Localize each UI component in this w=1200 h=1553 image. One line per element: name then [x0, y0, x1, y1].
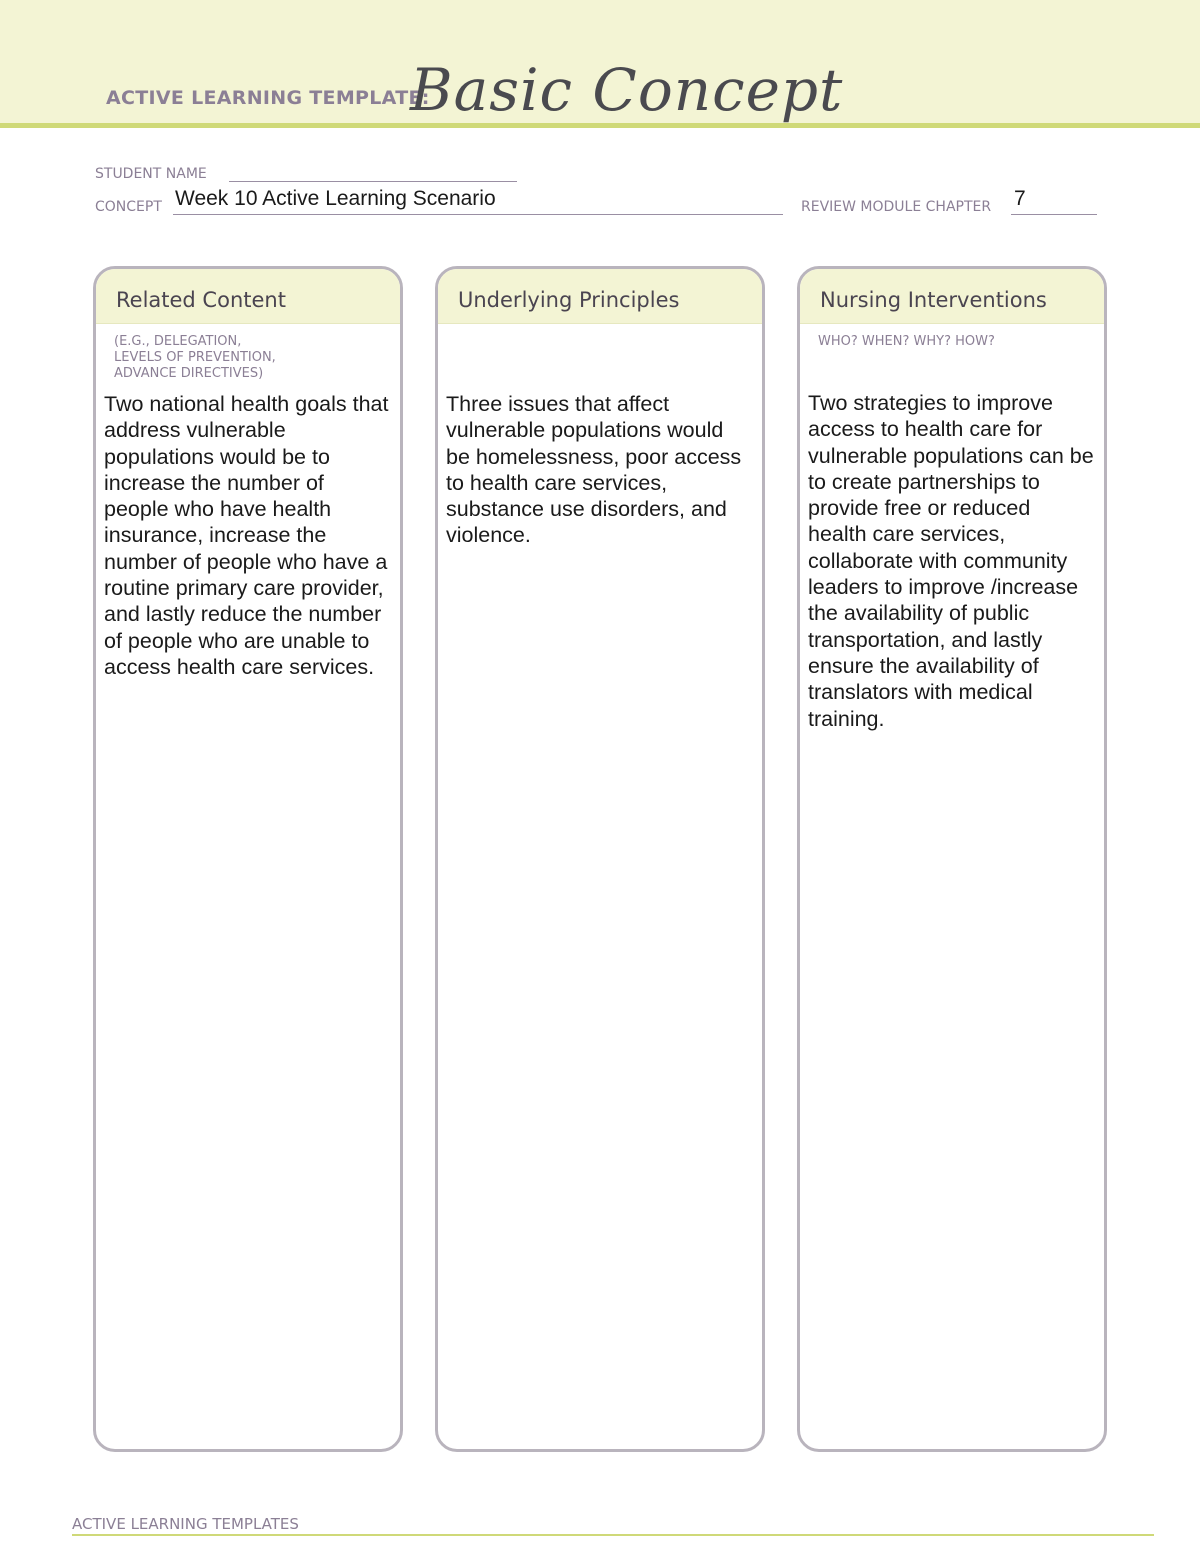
related-content-hint: (E.G., DELEGATION, LEVELS OF PREVENTION, ADVANCE DIRECTIVES)	[114, 334, 276, 381]
chapter-field[interactable]: 7	[1014, 187, 1026, 210]
footer-divider	[72, 1534, 1154, 1536]
nursing-interventions-header	[800, 269, 1104, 324]
nursing-interventions-card	[797, 266, 1107, 1452]
template-title: Basic Concept	[410, 56, 844, 124]
related-content-card	[93, 266, 403, 1452]
related-content-title: Related Content	[116, 288, 286, 312]
underlying-principles-header	[438, 269, 762, 324]
nursing-interventions-hint: WHO? WHEN? WHY? HOW?	[818, 334, 995, 349]
student-name-label: STUDENT NAME	[95, 166, 207, 182]
concept-label: CONCEPT	[95, 199, 162, 215]
student-name-line	[229, 181, 517, 182]
template-label: ACTIVE LEARNING TEMPLATE:	[106, 87, 430, 109]
chapter-line	[1011, 214, 1097, 215]
related-content-text[interactable]: Two national health goals that address vulnerable populations would be to increase the number of people who have health insurance, increase the number of people who have a routine primary care provider, and lastly reduce the number of people who are unable to access health care services.	[104, 392, 389, 679]
chapter-label: REVIEW MODULE CHAPTER	[801, 199, 992, 215]
underlying-principles-title: Underlying Principles	[458, 288, 680, 312]
nursing-interventions-title: Nursing Interventions	[820, 288, 1047, 312]
underlying-principles-text[interactable]: Three issues that affect vulnerable populations would be homelessness, poor access to health care services, substance use disorders, and violence.	[446, 392, 742, 548]
underlying-principles-card	[435, 266, 765, 1452]
concept-field[interactable]: Week 10 Active Learning Scenario	[175, 187, 496, 210]
footer-label: ACTIVE LEARNING TEMPLATES	[72, 1515, 299, 1533]
concept-line	[173, 214, 783, 215]
related-content-header	[96, 269, 400, 324]
nursing-interventions-text[interactable]: Two strategies to improve access to health care for vulnerable populations can be to create partnerships to provide free or reduced health care services, collaborate with community leaders to improve /increase the availability of public transportation, and lastly ensure the availability of translators with medical training.	[808, 391, 1094, 731]
